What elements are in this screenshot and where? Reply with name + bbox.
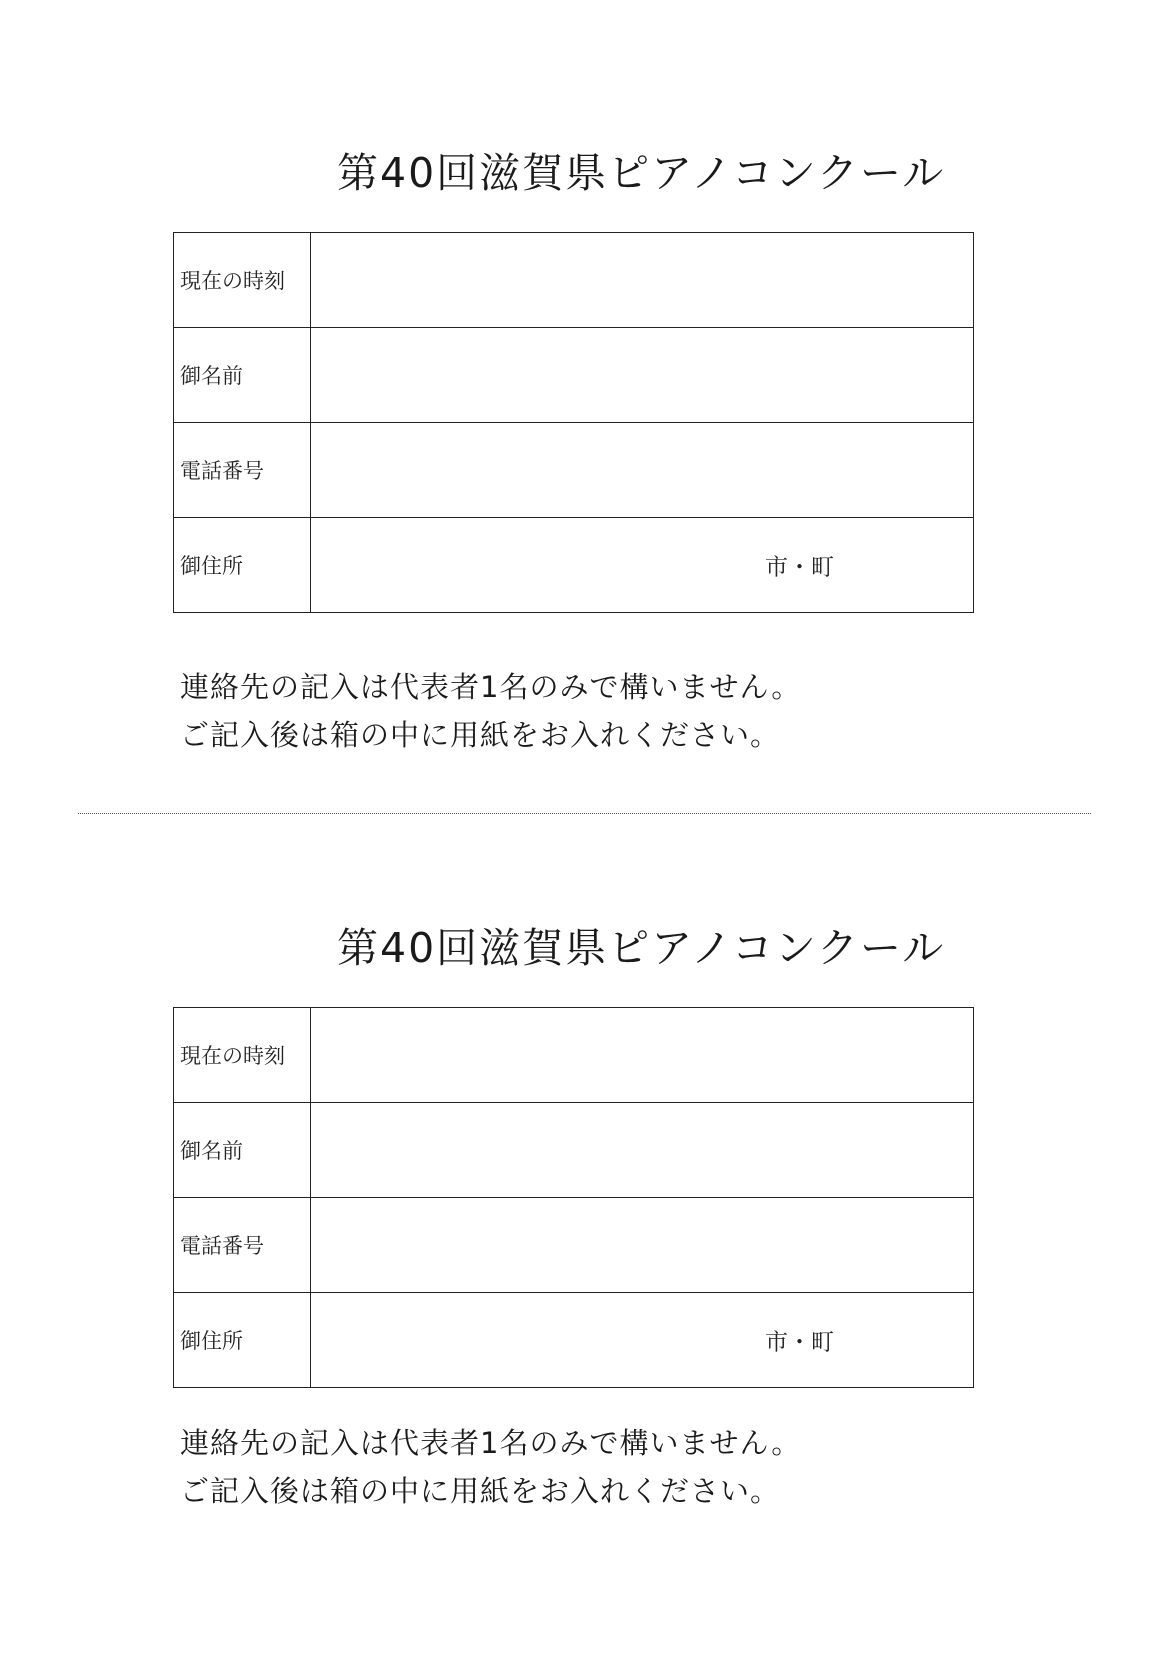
instructions	[180, 663, 801, 759]
form-title: 第40回滋賀県ピアノコンクール	[337, 149, 946, 197]
table-row	[174, 518, 974, 613]
field-label-time: 現在の時刻	[174, 233, 311, 328]
table-row	[174, 423, 974, 518]
entry-table	[173, 1007, 974, 1388]
address-suffix: 市・町	[765, 1329, 834, 1356]
form-title: 第40回滋賀県ピアノコンクール	[337, 924, 946, 972]
phone-field[interactable]	[311, 423, 974, 518]
field-label-phone: 電話番号	[174, 1198, 311, 1293]
instructions	[180, 1419, 801, 1515]
time-field[interactable]	[311, 233, 974, 328]
address-suffix: 市・町	[765, 554, 834, 581]
address-field[interactable]	[311, 1293, 974, 1388]
name-field[interactable]	[311, 328, 974, 423]
instruction-line: 連絡先の記入は代表者1名のみで構いません。	[180, 1426, 802, 1460]
phone-field[interactable]	[311, 1198, 974, 1293]
table-row	[174, 1103, 974, 1198]
instruction-line: ご記入後は箱の中に用紙をお入れください。	[180, 718, 781, 752]
field-label-phone: 電話番号	[174, 423, 311, 518]
field-label-time: 現在の時刻	[174, 1008, 311, 1103]
instruction-line: 連絡先の記入は代表者1名のみで構いません。	[180, 670, 802, 704]
entry-table	[173, 232, 974, 613]
field-label-name: 御名前	[174, 328, 311, 423]
field-label-name: 御名前	[174, 1103, 311, 1198]
table-row	[174, 1008, 974, 1103]
name-field[interactable]	[311, 1103, 974, 1198]
cut-line-divider	[78, 813, 1091, 814]
table-row	[174, 328, 974, 423]
field-label-address: 御住所	[174, 1293, 311, 1388]
field-label-address: 御住所	[174, 518, 311, 613]
instruction-line: ご記入後は箱の中に用紙をお入れください。	[180, 1474, 781, 1508]
table-row	[174, 1293, 974, 1388]
table-row	[174, 1198, 974, 1293]
table-row	[174, 233, 974, 328]
address-field[interactable]	[311, 518, 974, 613]
time-field[interactable]	[311, 1008, 974, 1103]
